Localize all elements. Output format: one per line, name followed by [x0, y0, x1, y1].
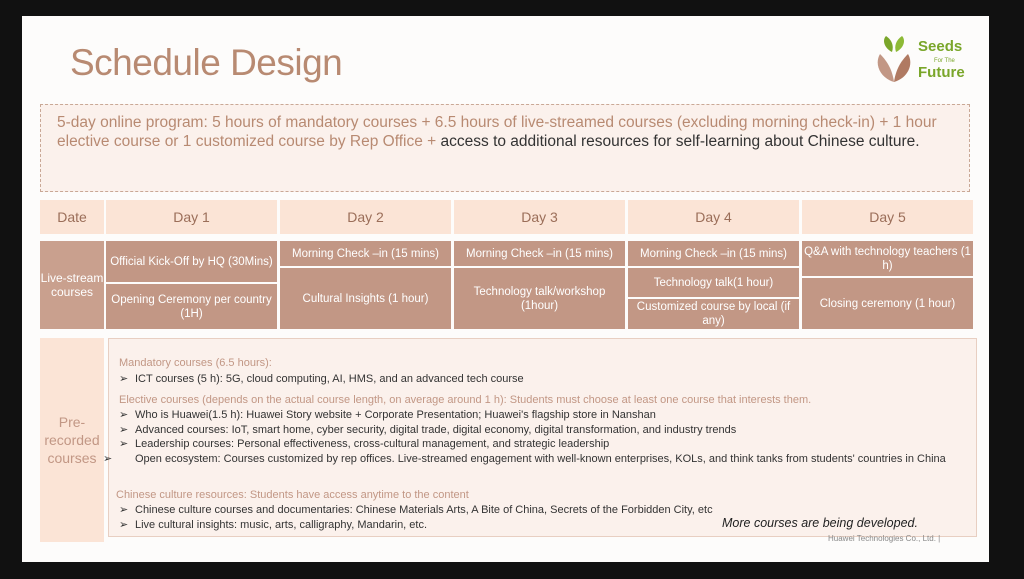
more-courses-note: More courses are being developed. [722, 516, 918, 530]
intro-box [40, 104, 970, 192]
day5-qa: Q&A with technology teachers (1 h) [802, 241, 973, 276]
elective-title: Elective courses (depends on the actual course length, on average around 1 h): Students must choose at least one course that interests them. [119, 394, 812, 406]
day5-closing: Closing ceremony (1 hour) [802, 278, 973, 329]
livestream-label: Live-stream courses [40, 241, 104, 329]
logo-line2: For The [934, 58, 955, 64]
seeds-logo [872, 34, 972, 94]
day2-checkin: Morning Check –in (15 mins) [280, 241, 451, 266]
mandatory-item: ➢ ICT courses (5 h): 5G, cloud computing, AI, HMS, and an advanced tech course [119, 373, 524, 385]
slide [22, 16, 989, 562]
header-day2: Day 2 [280, 200, 451, 234]
arrow-bullet-icon: ➢ [119, 438, 129, 450]
header-date: Date [40, 200, 104, 234]
arrow-bullet-icon: ➢ [119, 519, 129, 531]
elective-item: ➢ Who is Huawei(1.5 h): Huawei Story website + Corporate Presentation; Huawei's flagship store in Nanshan [119, 409, 656, 421]
elective-item: ➢ Open ecosystem: Courses customized by rep offices. Live-streamed engagement with well-known enterprises, KOLs, and think tanks from students' countries in China [103, 453, 946, 465]
day4-checkin: Morning Check –in (15 mins) [628, 241, 799, 266]
logo-line3: Future [918, 64, 965, 81]
day1-kickoff: Official Kick-Off by HQ (30Mins) [106, 241, 277, 282]
arrow-bullet-icon: ➢ [119, 504, 129, 516]
culture-item: ➢ Chinese culture courses and documentaries: Chinese Materials Arts, A Bite of China, Secrets of the Forbidden City, etc [119, 504, 713, 516]
day4-customized: Customized course by local (if any) [628, 299, 799, 329]
day3-techtalk: Technology talk/workshop (1hour) [454, 268, 625, 329]
intro-part2: access to additional resources for self-learning about Chinese culture. [440, 133, 920, 150]
page-title: Schedule Design [70, 42, 343, 83]
arrow-bullet-icon: ➢ [119, 409, 129, 421]
day1-opening: Opening Ceremony per country (1H) [106, 284, 277, 329]
intro-part1: 5-day online program: 5 hours of mandatory courses + 6.5 hours of live-streamed courses (excluding morning check-in) + 1 hour elective course or 1 customized course by Rep Office + [57, 114, 937, 150]
arrow-bullet-icon: ➢ [103, 453, 113, 465]
logo-line1: Seeds [918, 38, 963, 55]
footer-text: Huawei Technologies Co., Ltd. | [828, 534, 941, 543]
day4-techtalk: Technology talk(1 hour) [628, 268, 799, 297]
day3-checkin: Morning Check –in (15 mins) [454, 241, 625, 266]
day2-cultural: Cultural Insights (1 hour) [280, 268, 451, 329]
elective-item: ➢ Leadership courses: Personal effectiveness, cross-cultural management, and strategic leadership [119, 438, 610, 450]
header-day3: Day 3 [454, 200, 625, 234]
leaf-icon [872, 34, 916, 84]
arrow-bullet-icon: ➢ [119, 373, 129, 385]
arrow-bullet-icon: ➢ [119, 424, 129, 436]
culture-item: ➢ Live cultural insights: music, arts, calligraphy, Mandarin, etc. [119, 519, 428, 531]
mandatory-title: Mandatory courses (6.5 hours): [119, 357, 272, 369]
prerecorded-label: Pre-recorded courses [40, 338, 104, 542]
culture-title: Chinese culture resources: Students have access anytime to the content [116, 489, 469, 501]
header-day4: Day 4 [628, 200, 799, 234]
header-day1: Day 1 [106, 200, 277, 234]
elective-item: ➢ Advanced courses: IoT, smart home, cyber security, digital trade, digital economy, digital transformation, and industry trends [119, 424, 737, 436]
header-day5: Day 5 [802, 200, 973, 234]
